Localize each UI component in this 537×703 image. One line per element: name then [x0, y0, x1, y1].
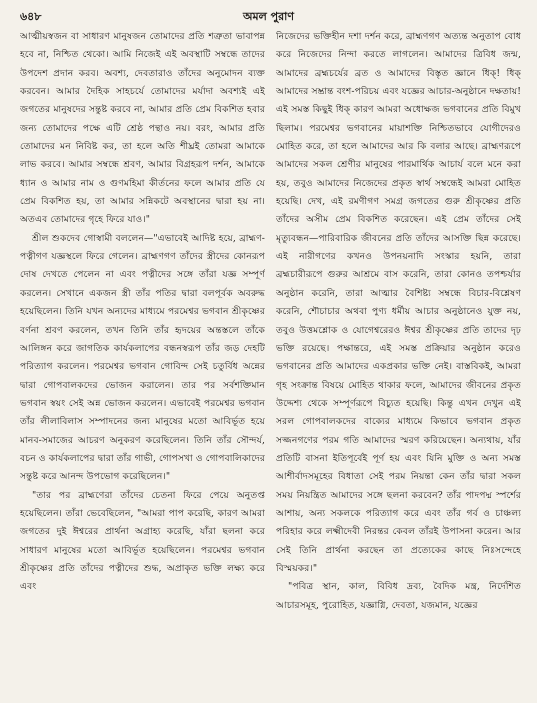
paragraph: "তার পর ব্রাহ্মণেরা তাঁদের চেতনা ফিরে পেয়ে অনুতপ্ত হয়েছিলেন। তাঁরা ভেবেছিলেন, "আমরা পাপ করেছি, কারণ আমরা জগতের দুই ঈশ্বরের প্রার্থনা অগ্রাহ্য করেছি, যাঁরা ছলনা করে সাধারণ মানুষের মতো আবির্ভূত হয়েছিলেন। পরমেশ্বর ভগবান শ্রীকৃষ্ণের প্রতি তাঁদের পত্নীদের শুদ্ধ, অপ্রাকৃত ভক্তি লক্ষ্য করে এবং: [20, 489, 265, 593]
paragraph: শ্রীল শুকদেব গোস্বামী বললেন—"এভাবেই আদিষ্ট হয়ে, ব্রাহ্মণ-পত্নীগণ যজ্ঞস্থলে ফিরে গেলেন। ব্রাহ্মণগণ তাঁদের স্ত্রীদের কোনরূপ দোষ দেখতে পেলেন না এবং পত্নীদের সঙ্গে তাঁরা যজ্ঞ সম্পূর্ণ করলেন। সেখানে একজন স্ত্রী তাঁর পতির দ্বারা বলপূর্বক অবরুদ্ধ হয়েছিলেন। তিনি যখন অন্যদের মাধ্যমে পরমেশ্বর ভগবান শ্রীকৃষ্ণের বর্ণনা শ্রবণ করলেন, তখন তিনি তাঁর হৃদয়ের অন্তস্তলে তাঁকে আলিঙ্গন করে জাগতিক কার্যকলাপের বন্ধনস্বরূপ তাঁর জড় দেহটি পরিত্যাগ করলেন। পরমেশ্বর ভগবান গোবিন্দ সেই চতুর্বিধ অন্নের দ্বারা গোপবালকদের ভোজন করালেন। তার পর সর্বশক্তিমান ভগবান স্বয়ং সেই অন্ন ভোজন করলেন। এভাবেই পরমেশ্বর ভগবান তাঁর লীলাবিলাস সম্পাদনের জন্য মানুষের মতো আবির্ভূত হয়ে মানব-সমাজের আচরণ অনুকরণ করেছিলেন। তিনি তাঁর সৌন্দর্য, বচন ও কার্যকলাপের দ্বারা তাঁর গাভী, গোপসখা ও গোপবালিকাদের সন্তুষ্ট করে আনন্দ উপভোগ করেছিলেন।": [20, 232, 265, 483]
paragraph: "পবিত্র স্থান, কাল, বিবিধ দ্রব্য, বৈদিক মন্ত্র, নির্দেশিত আচারসমূহ, পুরোহিত, যজ্ঞাগ্নি, দেবতা, যজমান, যজ্ঞের: [276, 581, 521, 611]
page-header: [20, 6, 517, 26]
page-number: ৬৪৮: [20, 10, 42, 23]
paragraph: আত্মীয়স্বজন বা সাধারণ মানুষজন তোমাদের প্রতি শত্রুতা ভাবাপন্ন হবে না, নিশ্চিত থেকো। আমি নিজেই এই অবস্থাটি সম্বন্ধে তাদের উপদেশ প্রদান করব। অবশ্য, দেবতারাও তাঁদের অনুমোদন ব্যক্ত করবেন। আমার দৈহিক সাহচর্যে তোমাদের মর্যাদা অবশ্যই এই জগতের মানুষদের সন্তুষ্ট করবে না, আমার প্রতি প্রেম বিকশিত হবার জন্য তোমাদের পক্ষে এটি শ্রেষ্ঠ পন্থাও নয়। বরং, আমার প্রতি তোমাদের মন নিবিষ্ট কর, তা হলে অতি শীঘ্রই তোমরা আমাকে লাভ করবে। আমার সম্বন্ধে শ্রবণ, আমার বিগ্রহরূপ দর্শন, আমাকে ধ্যান ও আমার নাম ও গুণমহিমা কীর্তনের ফলে আমার প্রতি যে প্রেম বিকশিত হয়, তা আমার সন্নিকটে অবস্থানের দ্বারা হয় না। অতএব তোমাদের গৃহে ফিরে যাও।": [20, 31, 265, 226]
running-title: অমল পুরাণ: [242, 10, 295, 23]
paragraph: নিজেদের ভক্তিহীন দশা দর্শন করে, ব্রাহ্মণগণ অত্যন্ত অনুতাপ বোধ করে নিজেদের নিন্দা করতে লাগলেন। আমাদের ত্রিবিধ জন্ম, আমাদের ব্রহ্মচর্যের ব্রত ও আমাদের বিস্তৃত জ্ঞানে ধিক্‌! ধিক্‌ আমাদের সম্ভ্রান্ত বংশ-পরিচয় এবং যজ্ঞের আচার-অনুষ্ঠানে দক্ষতায়! এই সমস্ত কিছুই ধিক্‌ কারণ আমরা অধোক্ষজ ভগবানের প্রতি বিমুখ ছিলাম। পরমেশ্বর ভগবানের মায়াশক্তি নিশ্চিতভাবে যোগীদেরও মোহিত করে, তা হলে আমাদের আর কি বলার আছে। ব্রাহ্মণরূপে আমাদের সকল শ্রেণীর মানুষের পারমার্থিক আচার্য বলে মনে করা হয়, তবুও আমাদের নিজেদের প্রকৃত স্বার্থ সম্বন্ধেই আমরা মোহিত হয়েছি। দেখ, এই রমণীগণ সমগ্র জগতের গুরু শ্রীকৃষ্ণের প্রতি তাঁদের অসীম প্রেম বিকশিত করেছেন। এই প্রেম তাঁদের সেই মৃত্যুবন্ধন—পারিবারিক জীবনের প্রতি তাঁদের আসক্তি ছিন্ন করেছে। এই নারীগণের কখনও উপনয়নাদি সংস্কার হয়নি, তারা ব্রহ্মচারীরূপে গুরুর আশ্রমে বাস করেনি, তারা কোনও তপশ্চর্যার অনুষ্ঠান করেনি, তারা আত্মার বৈশিষ্ট্য সম্বন্ধে বিচার-বিশ্লেষণ করেনি, শৌচাচার অথবা পুণ্য ধর্মীয় আচার অনুষ্ঠানেও যুক্ত নয়, তবুও উত্তমশ্লোক ও যোগেশ্বরেরও ঈশ্বর শ্রীকৃষ্ণের প্রতি তাদের দৃঢ় ভক্তি রয়েছে। পক্ষান্তরে, এই সমস্ত প্রক্রিয়ার অনুষ্ঠান করেও ভগবানের প্রতি আমাদের একপ্রকার ভক্তি নেই। বাস্তবিকই, আমরা গৃহ সংক্রান্ত বিষয়ে মোহিত থাকার ফলে, আমাদের জীবনের প্রকৃত উদ্দেশ্য থেকে সম্পূর্ণরূপে বিচ্যুত হয়েছি। কিন্তু এখন দেখুন এই সরল গোপবালকদের বাক্যের মাধ্যমে কিভাবে ভগবান প্রকৃত সজ্জনগণের পরম গতি আমাদের স্মরণ করিয়েছেন। অন্যথায়, যাঁর প্রতিটি বাসনা ইতিপূর্বেই পূর্ণ হয় এবং যিনি মুক্তি ও অন্য সমস্ত আশীর্বাদসমূহের বিধাতা সেই পরম নিয়ন্তা কেন তাঁর দ্বারা সকল সময় নিয়ন্ত্রিত আমাদের সঙ্গে ছলনা করবেন? তাঁর পাদপদ্ম স্পর্শের আশায়, অন্য সকলকে পরিত্যাগ করে এবং তাঁর গর্ব ও চাঞ্চল্য পরিহার করে লক্ষ্মীদেবী নিরন্তর কেবল তাঁরই উপাসনা করেন। আর সেই তিনি প্রার্থনা করছেন তা প্রত্যেকের কাছে নিঃসন্দেহে বিস্ময়কর।": [276, 31, 521, 574]
left-column: [20, 28, 265, 700]
right-column: [276, 28, 521, 700]
